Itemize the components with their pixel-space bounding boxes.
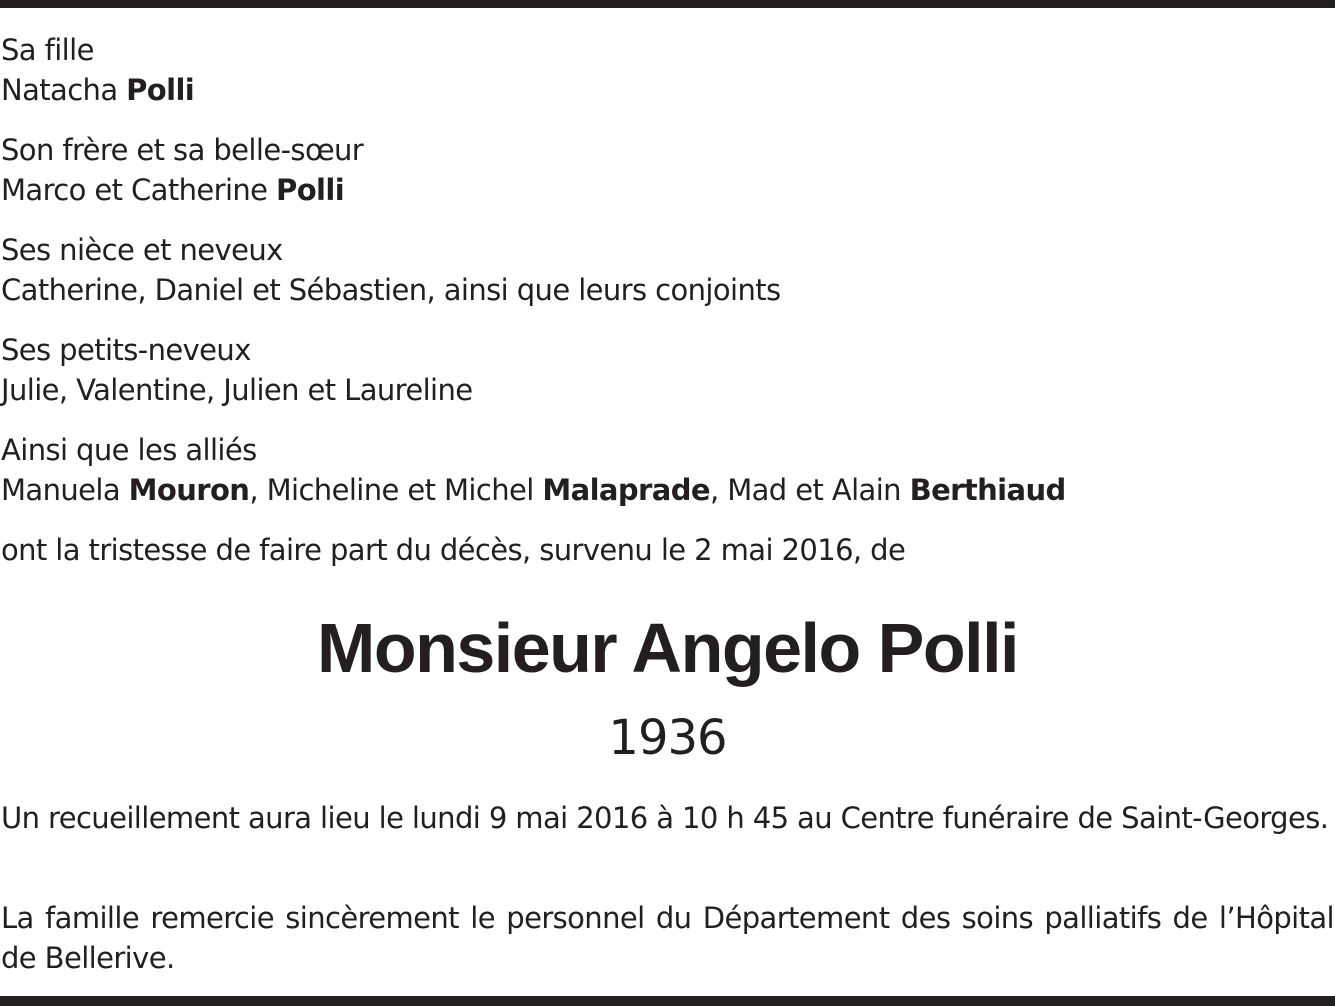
relative-names xyxy=(1,470,1334,510)
name-part: Julie, Valentine, Julien et Laureline xyxy=(1,373,473,407)
bottom-rule xyxy=(0,996,1335,1006)
name-part: Natacha xyxy=(1,73,127,107)
surname: Polli xyxy=(276,173,345,207)
relative-label: Son frère et sa belle-sœur xyxy=(1,133,364,167)
relative-names xyxy=(1,270,1334,310)
name-part: Manuela xyxy=(1,473,129,507)
relative-group xyxy=(1,230,1334,310)
thanks-paragraph: La famille remercie sincèrement le personnel du Département des soins palliatifs de l’Hôpital de Bellerive. xyxy=(1,901,1334,975)
relative-group xyxy=(1,430,1334,510)
relative-names xyxy=(1,170,1334,210)
relative-group xyxy=(1,330,1334,410)
top-rule xyxy=(0,0,1335,8)
ceremony-paragraph: Un recueillement aura lieu le lundi 9 mai 2016 à 10 h 45 au Centre funéraire de Saint-Georges. xyxy=(1,801,1329,835)
relatives-section xyxy=(1,30,1334,570)
relative-names xyxy=(1,70,1334,110)
surname: Polli xyxy=(126,73,195,107)
deceased-name: Monsieur Angelo Polli xyxy=(317,609,1018,687)
relative-group xyxy=(1,130,1334,210)
relative-names xyxy=(1,370,1334,410)
surname: Mouron xyxy=(128,473,250,507)
relative-group xyxy=(1,30,1334,110)
relative-label: Sa fille xyxy=(1,33,94,67)
name-part: , Mad et Alain xyxy=(709,473,910,507)
announcement: ont la tristesse de faire part du décès, survenu le 2 mai 2016, de xyxy=(1,533,906,567)
birth-year: 1936 xyxy=(608,710,727,766)
surname: Malaprade xyxy=(542,473,710,507)
relative-label: Ses petits-neveux xyxy=(1,333,251,367)
relative-label: Ainsi que les alliés xyxy=(1,433,257,467)
relative-label: Ses nièce et neveux xyxy=(1,233,283,267)
name-part: , Micheline et Michel xyxy=(249,473,543,507)
name-part: Catherine, Daniel et Sébastien, ainsi que leurs conjoints xyxy=(1,273,781,307)
name-part: Marco et Catherine xyxy=(1,173,277,207)
surname: Berthiaud xyxy=(909,473,1066,507)
